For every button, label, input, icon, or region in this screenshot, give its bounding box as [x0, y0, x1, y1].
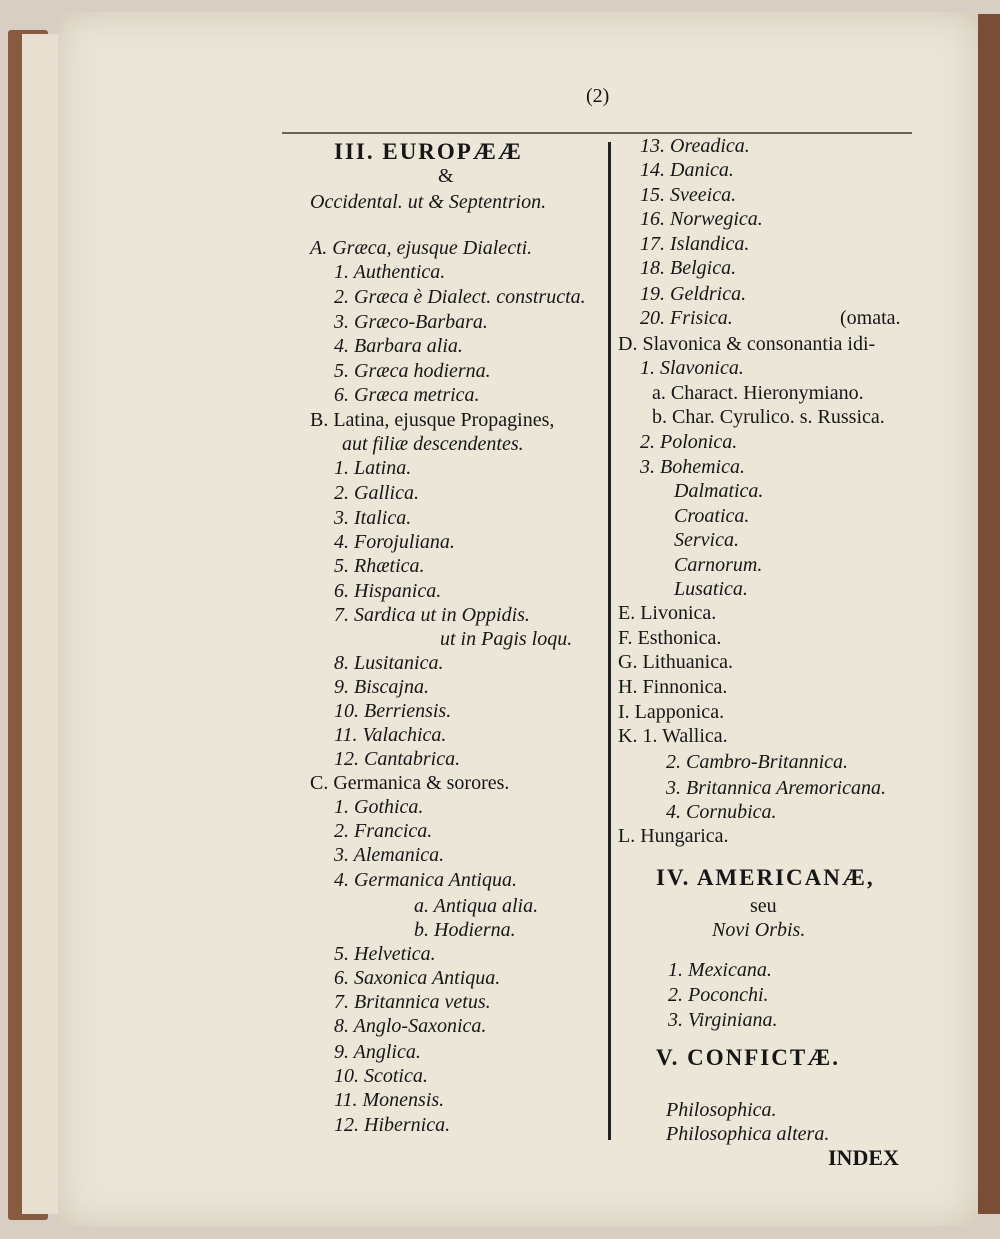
- americanae-item: 2. Poconchi.: [668, 984, 769, 1006]
- right-entry: 14. Danica.: [640, 159, 734, 181]
- left-entry: 8. Lusitanica.: [334, 652, 444, 674]
- left-entry: 10. Scotica.: [334, 1065, 428, 1087]
- right-entry: 2. Polonica.: [640, 431, 738, 453]
- novi-orbis-line: Novi Orbis.: [712, 919, 806, 941]
- right-entry: Carnorum.: [674, 554, 763, 576]
- left-entry: ut in Pagis loqu.: [440, 628, 573, 650]
- left-entry: 7. Sardica ut in Oppidis.: [334, 604, 530, 626]
- catchword: INDEX: [828, 1145, 899, 1170]
- left-entry: 3. Alemanica.: [334, 844, 445, 866]
- left-entry: 12. Cantabrica.: [334, 748, 461, 770]
- left-entry: 4. Forojuliana.: [334, 531, 455, 553]
- confictae-item: Philosophica altera.: [666, 1123, 830, 1145]
- right-entry: Servica.: [674, 529, 739, 551]
- left-entry: 4. Germanica Antiqua.: [334, 869, 517, 891]
- right-entry: 17. Islandica.: [640, 233, 750, 255]
- right-entry: 15. Sveeica.: [640, 184, 737, 206]
- right-entry: I. Lapponica.: [618, 701, 725, 723]
- right-entry: (omata.: [840, 307, 901, 329]
- right-entry: 19. Geldrica.: [640, 283, 747, 305]
- section-heading-europaeae: III. EUROPÆÆ: [334, 139, 523, 164]
- right-entry: 13. Oreadica.: [640, 135, 750, 157]
- left-entry: 3. Græco-Barbara.: [334, 311, 488, 333]
- left-entry: 11. Monensis.: [334, 1089, 445, 1111]
- right-entry: 1. Slavonica.: [640, 357, 744, 379]
- americanae-item: 1. Mexicana.: [668, 959, 772, 981]
- left-entry: 6. Hispanica.: [334, 580, 442, 602]
- left-entry: 3. Italica.: [334, 507, 412, 529]
- seu-line: seu: [750, 895, 777, 917]
- section-subheading: Occidental. ut & Septentrion.: [310, 191, 547, 213]
- page-number: (2): [586, 85, 610, 107]
- right-entry: 20. Frisica.: [640, 307, 733, 329]
- left-entry: 8. Anglo-Saxonica.: [334, 1015, 487, 1037]
- right-entry: 3. Bohemica.: [640, 456, 745, 478]
- left-entry: A. Græca, ejusque Dialecti.: [310, 237, 533, 259]
- left-entry: 5. Græca hodierna.: [334, 360, 491, 382]
- right-entry: L. Hungarica.: [618, 825, 729, 847]
- left-entry: B. Latina, ejusque Propagines,: [310, 409, 555, 431]
- section-heading-confictae: V. CONFICTÆ.: [656, 1045, 840, 1070]
- right-entry: H. Finnonica.: [618, 676, 728, 698]
- right-entry: 3. Britannica Aremoricana.: [666, 777, 886, 799]
- left-entry: 1. Latina.: [334, 457, 412, 479]
- right-entry: Croatica.: [674, 505, 750, 527]
- left-entry: 2. Gallica.: [334, 482, 419, 504]
- right-entry: F. Esthonica.: [618, 627, 722, 649]
- left-entry: a. Antiqua alia.: [414, 895, 539, 917]
- right-entry: E. Livonica.: [618, 602, 717, 624]
- americanae-item: 3. Virginiana.: [668, 1009, 778, 1031]
- left-entry: 11. Valachica.: [334, 724, 447, 746]
- right-entry: 18. Belgica.: [640, 257, 737, 279]
- right-entry: 4. Cornubica.: [666, 801, 777, 823]
- right-entry: a. Charact. Hieronymiano.: [652, 382, 864, 404]
- left-entry: 12. Hibernica.: [334, 1114, 451, 1136]
- left-entry: C. Germanica & sorores.: [310, 772, 510, 794]
- left-entry: 5. Rhætica.: [334, 555, 425, 577]
- right-entry: b. Char. Cyrulico. s. Russica.: [652, 406, 885, 428]
- left-entry: 6. Saxonica Antiqua.: [334, 967, 501, 989]
- left-entry: 4. Barbara alia.: [334, 335, 463, 357]
- header-rule: [282, 132, 912, 134]
- right-entry: Lusatica.: [674, 578, 748, 600]
- left-entry: 1. Gothica.: [334, 796, 424, 818]
- left-entry: 9. Anglica.: [334, 1041, 421, 1063]
- left-entry: 5. Helvetica.: [334, 943, 436, 965]
- right-entry: Dalmatica.: [674, 480, 764, 502]
- right-entry: 16. Norwegica.: [640, 208, 763, 230]
- right-entry: K. 1. Wallica.: [618, 725, 728, 747]
- confictae-item: Philosophica.: [666, 1099, 777, 1121]
- column-divider: [608, 142, 611, 1140]
- left-entry: aut filiæ descendentes.: [342, 433, 524, 455]
- left-entry: 1. Authentica.: [334, 261, 446, 283]
- right-entry: D. Slavonica & consonantia idi-: [618, 333, 876, 355]
- right-entry: G. Lithuanica.: [618, 651, 733, 673]
- left-entry: 6. Græca metrica.: [334, 384, 480, 406]
- left-entry: b. Hodierna.: [414, 919, 516, 941]
- section-heading-americanae: IV. AMERICANÆ,: [656, 865, 875, 890]
- amp-line: &: [438, 165, 454, 187]
- left-entry: 7. Britannica vetus.: [334, 991, 491, 1013]
- right-entry: 2. Cambro-Britannica.: [666, 751, 849, 773]
- left-entry: 2. Græca è Dialect. constructa.: [334, 286, 586, 308]
- left-entry: 10. Berriensis.: [334, 700, 452, 722]
- left-entry: 9. Biscajna.: [334, 676, 429, 698]
- left-entry: 2. Francica.: [334, 820, 433, 842]
